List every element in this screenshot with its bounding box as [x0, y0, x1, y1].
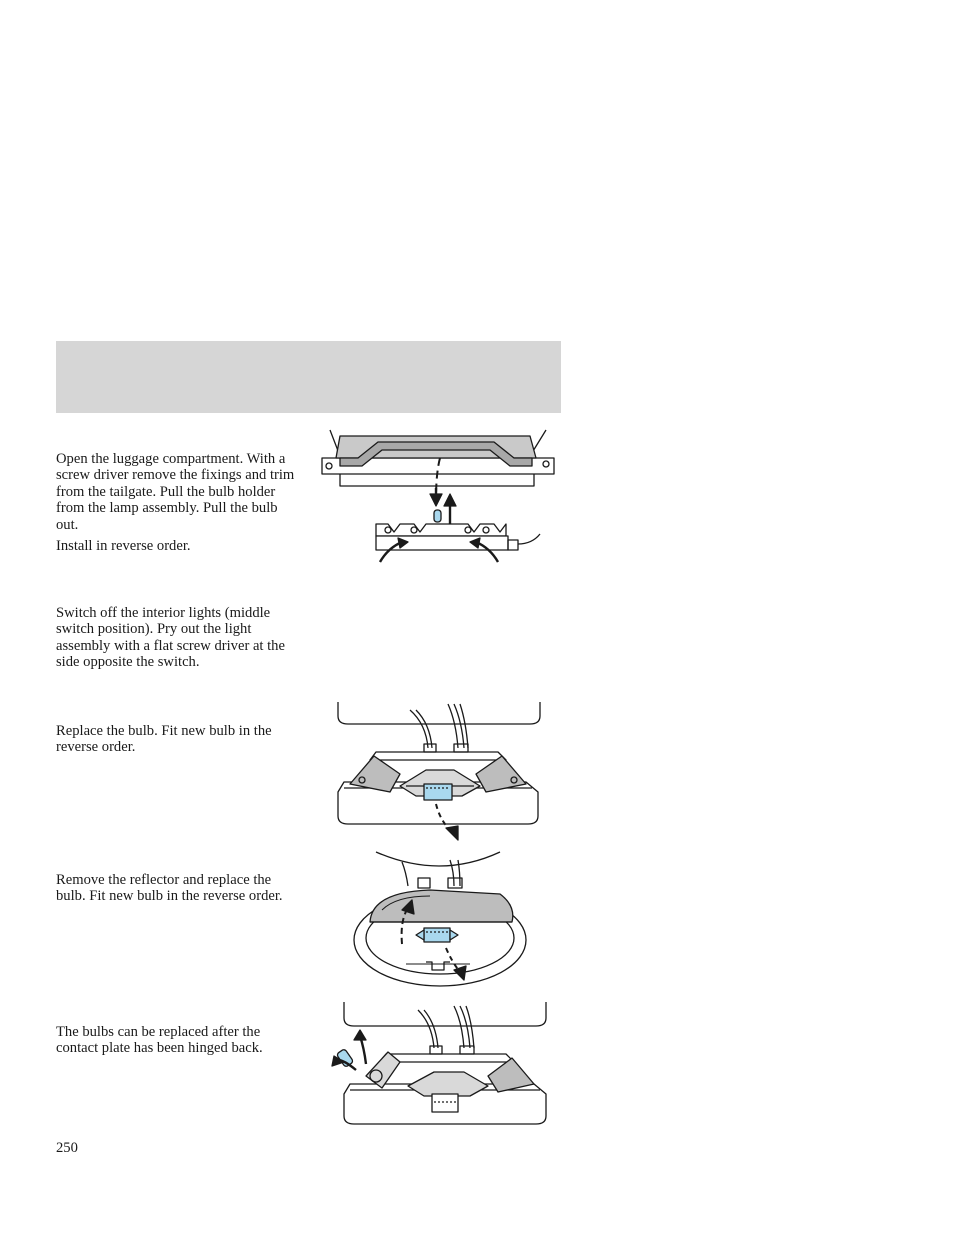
reflector-lamp-illustration [350, 850, 528, 990]
section-header-band [56, 341, 561, 413]
page-number: 250 [56, 1140, 78, 1156]
interior-light-removal-instructions: Switch off the interior lights (middle switch position). Pry out the light assembly with a flat screw driver at the side opposite the switch. [56, 605, 285, 671]
interior-bulb-replace-instructions: Replace the bulb. Fit new bulb in the reverse order. [56, 723, 272, 756]
tailgate-lamp-illustration [318, 428, 558, 564]
tailgate-lamp-install-note: Install in reverse order. [56, 538, 191, 554]
contact-plate-instructions: The bulbs can be replaced after the contact plate has been hinged back. [56, 1024, 263, 1057]
interior-lamp-bulb-illustration [330, 700, 546, 844]
tailgate-lamp-instructions: Open the luggage compartment. With a screw driver remove the fixings and trim from the tailgate. Pull the bulb holder from the lamp assembly. Pull the bulb out. [56, 451, 295, 533]
reflector-bulb-replace-instructions: Remove the reflector and replace the bulb. Fit new bulb in the reverse order. [56, 872, 283, 905]
contact-plate-illustration [326, 1000, 550, 1128]
